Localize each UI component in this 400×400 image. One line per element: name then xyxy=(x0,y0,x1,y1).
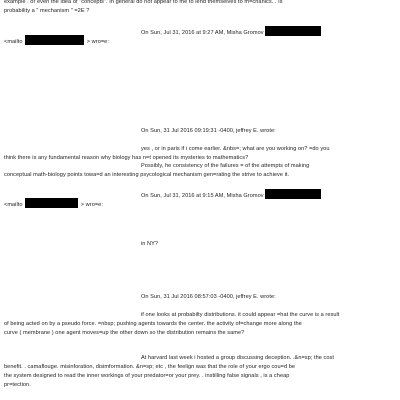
quote-header-text: On Sun, Jul 31, 2016 at 9:15 AM, Misha Gromov xyxy=(141,193,264,199)
body-text-line: pr=tection. xyxy=(4,382,31,388)
body-text-line: probability a " mechanism " =2E ? xyxy=(4,8,90,14)
mailto-line xyxy=(4,35,109,46)
body-text-line: of being acted on by a pseudo force. =nbsp; pushing agents towards the center. the activity of=change more along the xyxy=(4,321,302,327)
redaction-block xyxy=(265,26,321,36)
redaction-block xyxy=(265,189,321,199)
body-text-line: yes , or in paris if i come earlier. &nbs=; what are you working on? =do you xyxy=(141,146,330,152)
quote-header: On Sun, 31 Jul 2016 09:19:31 -0400, jeffrey E. wrote: xyxy=(141,128,276,134)
redaction-block xyxy=(25,35,84,45)
mailto-line xyxy=(4,198,103,209)
body-text-line: example . or even the idea of "concepts". In general do not appear to me to lend themselves to m=chanics. . Is xyxy=(4,0,283,5)
quote-header xyxy=(141,26,321,37)
redaction-block xyxy=(25,198,78,208)
mailto-suffix: > wro=e: xyxy=(80,202,103,208)
quote-header xyxy=(141,189,321,200)
body-text-line: in NY? xyxy=(141,241,159,247)
body-text-line: At harvard last week i hosted a group discussing deception. .&n=sp; the cost xyxy=(141,355,335,361)
mailto-suffix: > wro=e: xyxy=(86,39,109,45)
body-text-line: the system designed to read the inner workings of your predator=or your prey. . instilling false signals , is a cheap xyxy=(4,373,290,379)
body-text-line: curve ( membrane ) one agent moves=up the other down so the distribution remains the same? xyxy=(4,330,245,336)
body-text-line: think there is any fundamental reason why biology has n=t opened its mysteries to mathematics? xyxy=(4,155,249,161)
mailto-prefix: <mailto xyxy=(4,39,23,45)
body-text-line: Possibly, he consistency of the failures = of the attempts of making xyxy=(141,163,310,169)
body-text-line: benefit. . camaflouge. misinforation, disimformation. &n=sp; etc , the feelign was that the role of your ergo cou=d be xyxy=(4,364,296,370)
quote-header: On Sun, 31 Jul 2016 08:57:03 -0400, jeffrey E. wrote: xyxy=(141,294,276,300)
quote-header-text: On Sun, Jul 31, 2016 at 9:27 AM, Misha Gromov xyxy=(141,30,264,36)
mailto-prefix: <mailto xyxy=(4,202,23,208)
body-text-line: if one looks at probabilty distributions. it could appear =hat the curve is a result xyxy=(141,312,340,318)
body-text-line: conceptual math-biology points towa=d an interesting psycological mechanism gen=rating the strive to achieve it. xyxy=(4,172,290,178)
